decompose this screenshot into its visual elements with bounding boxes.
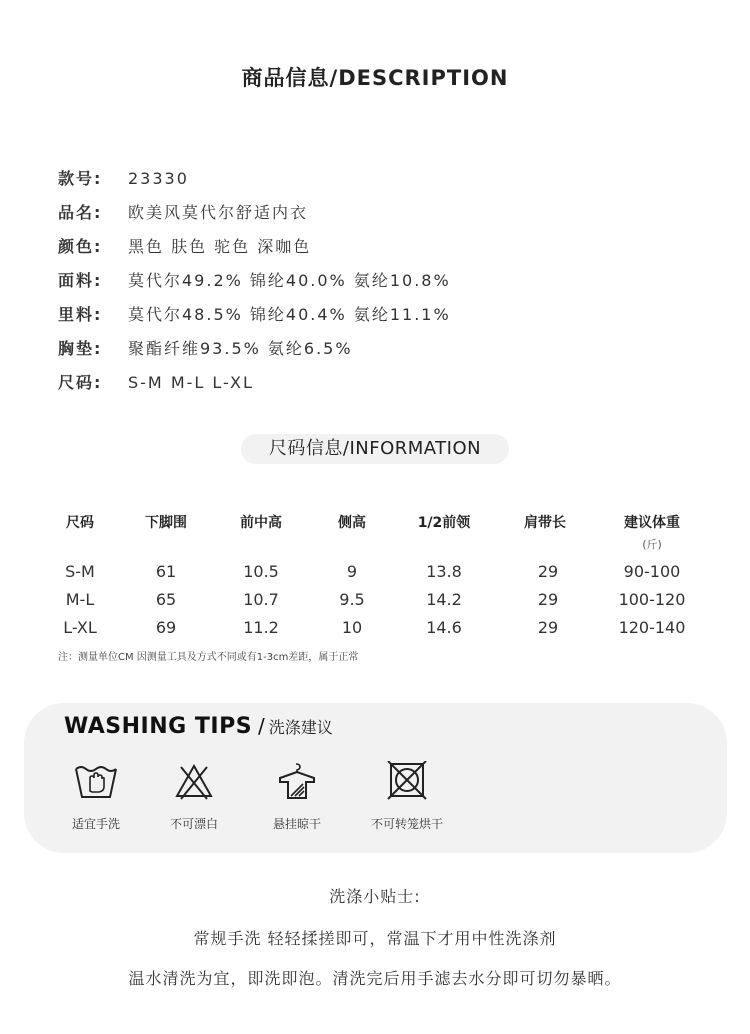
product-info [58, 166, 451, 404]
table-cell: 9 [346, 562, 358, 581]
wash-item-hand-wash [41, 761, 151, 832]
table-cell: 14.2 [426, 590, 462, 609]
info-label: 颜色: [58, 237, 103, 256]
info-label: 胸垫: [58, 339, 103, 358]
hang-dry-icon [274, 761, 320, 801]
table-cell: 14.6 [426, 618, 462, 637]
table-cell: 29 [537, 618, 559, 637]
info-label: 尺码: [58, 373, 103, 392]
page-title: 商品信息/DESCRIPTION [241, 66, 509, 90]
table-cell: 120-140 [618, 618, 686, 637]
wash-label: 悬挂晾干 [272, 817, 321, 831]
table-cell: 10.5 [243, 562, 279, 581]
info-label: 里料: [58, 305, 103, 324]
info-value: 聚酯纤维93.5% 氨纶6.5% [128, 339, 353, 358]
info-row-size [58, 370, 451, 404]
info-row-style-no [58, 166, 451, 200]
tips-line: 常规手洗 轻轻揉搓即可，常温下才用中性洗涤剂 [193, 929, 557, 948]
size-section-title: 尺码信息/INFORMATION [241, 434, 509, 464]
washing-title-separator: / [258, 714, 265, 738]
column-header-weight [602, 512, 702, 552]
info-label: 款号: [58, 169, 103, 188]
table-cell: 69 [155, 618, 177, 637]
washing-tips-title [64, 714, 333, 739]
hand-wash-icon [73, 761, 119, 801]
size-table [26, 506, 726, 642]
table-header-row [26, 506, 726, 558]
table-cell: L-XL [63, 618, 97, 637]
info-row-name [58, 200, 451, 234]
info-value: 欧美风莫代尔舒适内衣 [128, 203, 309, 222]
table-cell: 90-100 [623, 562, 681, 581]
table-cell: 13.8 [426, 562, 462, 581]
table-cell: 10.7 [243, 590, 279, 609]
no-tumble-dry-icon [384, 761, 430, 801]
table-cell: 29 [537, 562, 559, 581]
wash-item-hang-dry [242, 761, 352, 832]
table-cell: 100-120 [618, 590, 686, 609]
table-row [26, 586, 726, 614]
tips-title: 洗涤小贴士: [329, 887, 421, 906]
table-cell: 9.5 [339, 590, 365, 609]
table-cell: 10 [341, 618, 363, 637]
column-header: 下脚围 [145, 515, 187, 531]
wash-label: 不可转笼烘干 [370, 817, 443, 831]
column-header: 侧高 [338, 515, 366, 531]
info-value: 23330 [128, 169, 189, 188]
tips-line: 温水清洗为宜，即洗即泡。清洗完后用手滤去水分即可切勿暴晒。 [128, 969, 622, 988]
info-row-fabric [58, 268, 451, 302]
table-cell: 11.2 [243, 618, 279, 637]
wash-item-no-bleach [139, 761, 249, 832]
wash-item-no-tumble-dry [352, 761, 462, 832]
column-header: 建议体重 [624, 515, 680, 531]
no-bleach-icon [171, 761, 217, 801]
info-label: 品名: [58, 203, 103, 222]
wash-label: 适宜手洗 [71, 817, 120, 831]
table-cell: 61 [155, 562, 177, 581]
table-cell: 29 [537, 590, 559, 609]
info-value: 莫代尔49.2% 锦纶40.0% 氨纶10.8% [128, 271, 451, 290]
table-cell: 65 [155, 590, 177, 609]
wash-label: 不可漂白 [169, 817, 218, 831]
info-row-lining [58, 302, 451, 336]
info-row-color [58, 234, 451, 268]
column-header: 肩带长 [524, 515, 566, 531]
weight-unit: (斤) [642, 538, 662, 551]
washing-tips-panel [24, 703, 727, 853]
table-cell: M-L [65, 590, 95, 609]
washing-title-en: WASHING TIPS [64, 714, 253, 739]
column-header: 尺码 [66, 515, 94, 531]
info-value: 莫代尔48.5% 锦纶40.4% 氨纶11.1% [128, 305, 451, 324]
info-label: 面料: [58, 271, 103, 290]
washing-title-cn: 洗涤建议 [268, 718, 333, 737]
info-value: 黑色 肤色 驼色 深咖色 [128, 237, 312, 256]
column-header: 1/2前领 [417, 515, 471, 531]
measurement-note: 注：测量单位CM 因测量工具及方式不同或有1-3cm差距，属于正常 [58, 652, 359, 663]
column-header: 前中高 [240, 515, 282, 531]
table-cell: S-M [65, 562, 95, 581]
table-row [26, 558, 726, 586]
table-row [26, 614, 726, 642]
info-value: S-M M-L L-XL [128, 373, 254, 392]
info-row-pad [58, 336, 451, 370]
